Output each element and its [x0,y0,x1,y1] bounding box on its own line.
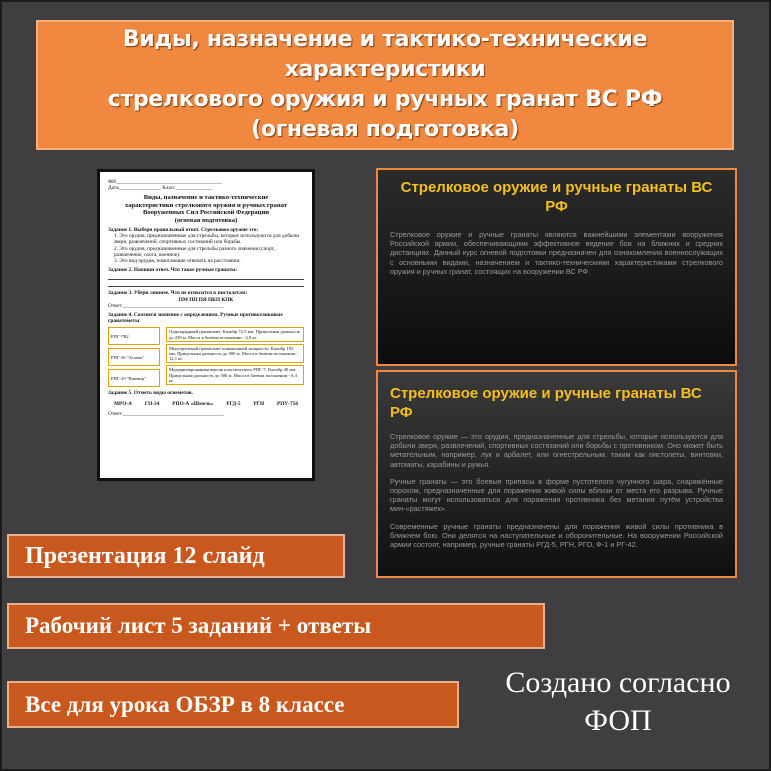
created-line: ФОП [584,704,652,737]
worksheet-title-line: (огневая подготовка) [174,216,238,224]
weapon-type: РГД-5 [226,400,241,407]
worksheet-option: 2. Это орудия, предназначенные для стрельбы разного значения (спорт, развлечение, охота, военное). [114,245,275,258]
title-line: Виды, назначение и тактико-технические характеристики [122,27,648,82]
worksheet-preview [97,169,315,481]
matching-term: РПГ-29 "Вампир" [108,369,160,387]
worksheet-task-4: Задание 4. Соотнеси значение с определением. Ручные противотанковые гранатометы [108,312,283,325]
worksheet-date-class-field: Дата________________ Класс______________ [108,185,213,192]
weapon-type: ГП-34 [144,400,160,407]
worksheet-task-1: Задание 1. Выбери правильный ответ. Стрелковое оружие это: [108,227,259,234]
worksheet-title-line: Виды, назначение и тактико-технические [143,194,269,202]
weapon-type: РПО-А «Шмель» [172,400,214,407]
slide-paragraph: Современные ручные гранаты предназначены для поражения живой силы противника в ближнем бою. Они делятся на наступательные и оборонительные. На вооружении Российской армии состоят, например, ручные гранаты РГД-5, РГН, РГО, Ф-1 и РГ-42. [390,521,723,550]
presentation-label: Презентация 12 слайд [7,534,345,578]
worksheet-task-3: Задание 3. Убери лишнее. Что не относится к пистолетам: [108,290,248,297]
worksheet-task-3-options: ПМ ПП ПЯ ПКП КПК [178,296,234,303]
matching-term: РПГ-26 "Аглень" [108,348,160,366]
matching-definition: Многоразовый гранатомет повышенной мощности. Калибр 105 мм. Прицельная дальность до 500 м. Масса в боевом положении - 12,1 кг. [166,344,304,364]
lesson-label: Все для урока ОБЗР в 8 классе [7,681,459,728]
answer-line [108,274,304,280]
worksheet-option: 3. Это вид орудия, помогающие отвечать на расстоянии. [114,258,241,265]
answer-line [108,281,304,287]
slide-title: Стрелковое оружие и ручные гранаты ВС РФ [390,385,702,421]
worksheet-title-line: характеристики стрелкового оружия и ручных гранат [124,201,288,209]
created-note [478,664,758,740]
title-line: стрелкового оружия и ручных гранат ВС РФ [107,87,663,112]
worksheet-label: Рабочий лист 5 заданий + ответы [7,603,545,649]
worksheet-title [108,194,304,224]
slide-preview-1 [376,168,737,366]
weapon-type: РГН [253,400,265,407]
worksheet-task-5: Задание 5. Отметь виды огнеметов. [108,390,193,397]
worksheet-task-5-options [108,401,304,407]
slide-paragraph: Ручные гранаты — это боевые припасы в форме пустотелого чугунного шара, снаряжённые порохом, предназначенные для поражения живой силы вблизи от места его разрыва. Ручные гранаты могут использоваться для поражения противника без метания путём устройства мин-«растяжек». [390,476,723,514]
weapon-type: РПУ-756 [277,400,298,407]
title-banner [36,20,734,150]
created-line: Создано согласно [505,666,731,699]
weapon-type: МРО-А [114,400,132,407]
worksheet-title-line: Вооруженных Сил Российской Федерации [142,209,270,217]
matching-definition: Модернизированная версия классического РПГ-7. Калибр 40 мм. Прицельная дальность до 500 м. Масса в боевом положении - 6,3 кг. [166,365,304,385]
matching-term: РПГ-7В2 [108,327,160,345]
slide-text: Стрелковое оружие и ручные гранаты являются важнейшими элементами вооружения Российской армии, обеспечивающими эффективное ведение боя на ближних и средних дистанциях. Данный курс огневой подготовки предназначен для ознакомления военнослужащих с основными видами, назначением и тактико-техническими характеристиками стрелкового оружия и ручных гранат, состоящих на вооружении ВС РФ. [390,230,723,276]
worksheet-matching-grid [108,327,304,387]
slide-paragraph: Стрелковое оружие — это орудия, предназначенные для стрельбы, которые используются для добычи зверя, развлечений, спортивных состязаний или борьбы с противником. Оно может быть метательным, например, лук и арбалет, или огнестрельным, таким как пистолеты, винтовки, автоматы, карабины и ружья. [390,432,723,469]
worksheet-option: 1. Это орудия, предназначенные для стрельбы, которые используются для добычи зверя, развлечений, спортивных состязаний или борьбы. [114,233,300,246]
slide-title: Стрелковое оружие и ручные гранаты ВС РФ [400,179,713,215]
slide-preview-2 [376,370,737,578]
worksheet-answer-field: Ответ:______________________________________ [108,302,224,309]
worksheet-answer-field: Ответ:______________________________________ [108,410,224,417]
title-line: (огневая подготовка) [251,117,519,142]
worksheet-task-2: Задание 2. Напиши ответ. Что такое ручные гранаты: [108,267,238,274]
matching-definition: Однозарядный гранатомет. Калибр 72,5 мм. Прицельная дальность до 250 м. Масса в боевом положении - 2,9 кг. [166,327,304,341]
worksheet-name-field: ФИ________________________________________ [108,179,222,185]
